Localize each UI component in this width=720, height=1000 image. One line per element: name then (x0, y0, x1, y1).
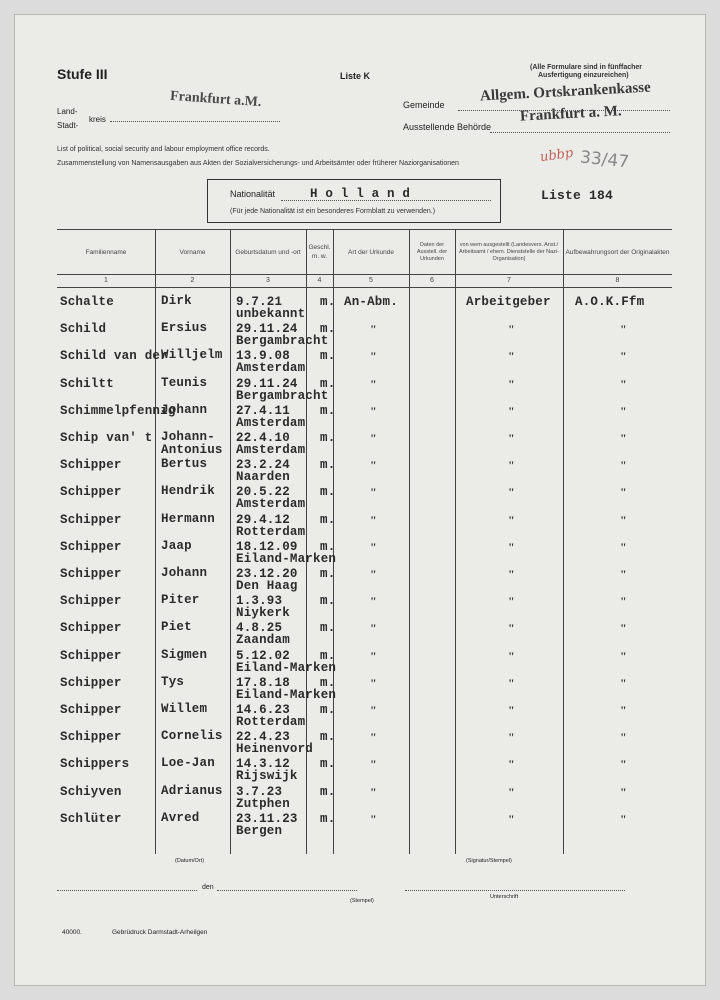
birthplace-cell: Zutphen (236, 796, 290, 811)
firstname-cell: Johann (161, 566, 208, 580)
surname-cell: Schipper (60, 485, 122, 500)
col-divider-2 (230, 229, 231, 854)
birthdate-cell: 9.7.21 (236, 295, 283, 309)
note-line-2: Ausfertigung einzureichen) (538, 72, 629, 79)
firstname-cell: Ersius (161, 321, 208, 336)
birthdate-cell: 1.3.93 (236, 594, 283, 609)
nationality-label: Nationalität (230, 189, 276, 199)
archive-cell: " (620, 648, 627, 663)
intro-english: List of political, social security and labour employment office records. (57, 146, 270, 153)
archive-cell: " (620, 784, 627, 799)
birthplace-cell: Rotterdam (236, 524, 306, 539)
birthdate-cell: 13.9.08 (236, 349, 290, 364)
surname-cell: Schipper (60, 539, 122, 554)
birthdate-cell: 22.4.10 (236, 431, 290, 445)
birthplace-cell: Bergambracht (236, 334, 329, 349)
archive-cell: A.O.K.Ffm (575, 295, 645, 309)
nationality-note: (Für jede Nationalität ist ein besonderes Formblatt zu verwenden.) (230, 208, 436, 215)
document-cell: " (370, 539, 377, 554)
sex-cell: m. (320, 485, 336, 500)
birthdate-cell: 23.2.24 (236, 458, 290, 473)
surname-cell: Schiyven (60, 784, 122, 799)
behoerde-stamp: Frankfurt a. M. (519, 103, 622, 125)
birthdate-cell: 29.11.24 (236, 322, 298, 337)
surname-cell: Schippers (60, 757, 130, 772)
col-number-4: 4 (317, 277, 322, 284)
issuer-cell: " (508, 403, 515, 418)
land-label: Land- (57, 107, 78, 116)
sex-cell: m. (320, 539, 336, 554)
col-header-aussteller: von wem ausgestellt (Landesvers. Anst./ Arbeitsamt / ehem. Dienststelle der Nazi-Organisation) (459, 241, 559, 262)
sex-cell: m. (320, 757, 336, 772)
firstname-cell: Johann (161, 402, 208, 417)
birthdate-cell: 22.4.23 (236, 730, 290, 745)
firstname-cell: Teunis (161, 375, 208, 390)
col-header-geschlecht: Geschl. m. w. (308, 244, 331, 260)
date-line (217, 890, 357, 891)
col-number-5: 5 (369, 277, 373, 284)
place-line (57, 890, 197, 891)
col-number-1: 1 (104, 277, 108, 284)
col-number-8: 8 (615, 277, 620, 284)
document-cell: " (370, 675, 377, 690)
col-header-geburtsdatum: Geburtsdatum und -ort (235, 248, 301, 256)
archive-cell: " (620, 567, 627, 581)
archive-cell: " (620, 539, 627, 554)
firstname-cell: Johann- Antonius (161, 430, 223, 457)
archive-cell: " (620, 621, 627, 636)
archive-cell: " (620, 431, 627, 445)
surname-cell: Schipper (60, 621, 122, 636)
firstname-cell: Avred (161, 810, 200, 825)
issuer-cell: " (508, 811, 515, 826)
birthplace-cell: Heinenvord (236, 742, 314, 757)
surname-cell: Schimmelpfennig (60, 403, 176, 418)
sex-cell: m. (320, 349, 336, 364)
sex-cell: m. (320, 431, 336, 445)
birthplace-cell: unbekannt (236, 307, 306, 321)
document-cell: " (370, 349, 377, 364)
document-cell: " (370, 403, 377, 418)
kreis-label: kreis (89, 115, 106, 124)
gemeinde-stamp: Allgem. Ortskrankenkasse (479, 79, 652, 105)
document-cell: " (370, 322, 377, 337)
intro-german: Zusammenstellung von Namensausgaben aus Akten der Sozialversicherungs- und Arbeitsämter oder früherer Naziorganisationen (57, 160, 459, 167)
birthplace-cell: Bergen (236, 823, 283, 838)
sex-cell: m. (320, 648, 336, 663)
sex-cell: m. (320, 376, 336, 391)
archive-cell: " (620, 730, 627, 745)
birthdate-cell: 5.12.02 (236, 648, 290, 663)
firstname-cell: Adrianus (161, 783, 223, 798)
issuer-cell: " (508, 675, 515, 690)
firstname-cell: Sigmen (161, 647, 208, 662)
document-cell: " (370, 811, 377, 826)
firstname-cell: Hermann (161, 511, 215, 526)
surname-cell: Schalte (60, 295, 114, 309)
archive-cell: " (620, 757, 627, 772)
birthplace-cell: Naarden (236, 470, 290, 485)
document-cell: " (370, 594, 377, 609)
birthplace-cell: Zaandam (236, 633, 290, 648)
issuer-cell: " (508, 730, 515, 745)
document-cell: " (370, 730, 377, 745)
surname-cell: Schipper (60, 594, 122, 609)
date-caption: (Datum/Ort) (175, 858, 205, 864)
birthdate-cell: 23.12.20 (236, 567, 298, 581)
issuer-cell: " (508, 757, 515, 772)
archive-cell: " (620, 349, 627, 364)
firstname-cell: Piter (161, 593, 200, 608)
col-header-daten: Daten der Ausstell. der Urkunden (416, 241, 448, 262)
stufe-label: Stufe III (57, 66, 108, 82)
sex-cell: m. (320, 567, 336, 581)
archive-cell: " (620, 485, 627, 500)
note-line-1: (Alle Formulare sind in fünffacher (530, 64, 643, 71)
nationality-box (207, 179, 501, 223)
birthdate-cell: 27.4.11 (236, 403, 290, 418)
col-header-vorname: Vorname (179, 248, 206, 256)
surname-cell: Schild (60, 322, 107, 337)
firstname-cell: Willjelm (161, 348, 223, 363)
sex-cell: m. (320, 675, 336, 690)
col-header-aufbewahrungsort: Aufbewahrungsort der Originalakten (565, 248, 670, 256)
sex-cell: m. (320, 512, 336, 527)
list-number: Liste 184 (541, 188, 614, 203)
kreis-field-line (110, 121, 280, 122)
sex-cell: m. (320, 811, 336, 826)
firstname-cell: Dirk (161, 294, 192, 308)
document-cell: " (370, 485, 377, 500)
archive-cell: " (620, 675, 627, 690)
document-cell: " (370, 621, 377, 636)
surname-cell: Schlüter (60, 811, 122, 826)
birthdate-cell: 14.3.12 (236, 757, 290, 772)
issuer-cell: " (508, 539, 515, 554)
kreis-stamp: Frankfurt a.M. (169, 88, 262, 111)
birthplace-cell: Rotterdam (236, 715, 306, 729)
handwritten-initials: ubbp (539, 145, 575, 166)
birthdate-cell: 29.11.24 (236, 376, 298, 391)
sex-cell: m. (320, 594, 336, 609)
birthplace-cell: Amsterdam (236, 443, 306, 457)
sex-cell: m. (320, 703, 336, 717)
firstname-cell: Cornelis (161, 729, 223, 744)
issuer-cell: " (508, 594, 515, 609)
issuer-cell: " (508, 648, 515, 663)
col-divider-7 (563, 229, 564, 854)
document-cell: " (370, 757, 377, 772)
surname-cell: Schipper (60, 512, 122, 527)
sex-cell: m. (320, 784, 336, 799)
firstname-cell: Willem (161, 702, 208, 716)
document-cell: " (370, 567, 377, 581)
issuer-cell: " (508, 784, 515, 799)
printer-imprint: Gebrüdruck Darmstadt-Arheilgen (112, 929, 208, 936)
firstname-cell: Piet (161, 620, 192, 635)
firstname-cell: Bertus (161, 457, 208, 472)
den-label: den (202, 884, 214, 891)
surname-cell: Schip van' t (60, 431, 153, 445)
sex-cell: m. (320, 295, 336, 309)
birthplace-cell: Amsterdam (236, 361, 306, 376)
birthdate-cell: 18.12.09 (236, 539, 298, 554)
issuer-cell: " (508, 703, 515, 717)
stadt-label: Stadt- (57, 121, 79, 130)
birthplace-cell: Eiland-Marken (236, 551, 337, 566)
firstname-cell: Jaap (161, 538, 192, 553)
birthdate-cell: 14.6.23 (236, 703, 290, 717)
firstname-cell: Hendrik (161, 484, 215, 499)
col-header-familienname: Familienname (85, 248, 127, 256)
birthplace-cell: Amsterdam (236, 415, 306, 430)
issuer-cell: " (508, 349, 515, 364)
sex-cell: m. (320, 458, 336, 473)
sex-cell: m. (320, 730, 336, 745)
birthplace-cell: Den Haag (236, 579, 298, 593)
birthdate-cell: 23.11.23 (236, 811, 298, 826)
issuer-cell: " (508, 485, 515, 500)
sex-cell: m. (320, 621, 336, 636)
birthdate-cell: 4.8.25 (236, 621, 283, 636)
firstname-cell: Tys (161, 674, 185, 689)
issuer-cell: " (508, 376, 515, 391)
gemeinde-label: Gemeinde (403, 100, 445, 110)
document-cell: " (370, 648, 377, 663)
archive-cell: " (620, 458, 627, 473)
issuer-cell: " (508, 621, 515, 636)
col-number-2: 2 (190, 277, 195, 284)
archive-cell: " (620, 811, 627, 826)
behoerde-field-line (490, 132, 670, 133)
col-number-7: 7 (507, 277, 511, 284)
issuer-cell: " (508, 322, 515, 337)
birthdate-cell: 17.8.18 (236, 675, 290, 690)
issuer-cell: " (508, 567, 515, 581)
col-divider-3 (306, 229, 307, 854)
issuer-cell: " (508, 512, 515, 527)
col-divider-5 (409, 229, 410, 854)
unterschrift-caption: Unterschrift (490, 894, 519, 900)
archive-cell: " (620, 322, 627, 337)
archive-cell: " (620, 403, 627, 418)
col-header-art-der-urkunde: Art der Urkunde (348, 248, 394, 256)
document-cell: " (370, 376, 377, 391)
surname-cell: Schipper (60, 648, 122, 663)
col-divider-1 (155, 229, 156, 854)
stamp-caption: (Stempel) (350, 898, 374, 904)
form-number: 40000. (62, 929, 82, 936)
col-divider-6 (455, 229, 456, 854)
behoerde-label: Ausstellende Behörde (403, 122, 492, 132)
document-cell: " (370, 512, 377, 527)
birthplace-cell: Eiland-Marken (236, 660, 337, 675)
firstname-cell: Loe-Jan (161, 756, 215, 771)
issuer-cell: " (508, 458, 515, 473)
liste-label: Liste K (340, 71, 371, 81)
surname-cell: Schipper (60, 703, 122, 717)
nationality-value: H o l l a n d (310, 187, 411, 201)
birthplace-cell: Rijswijk (236, 769, 298, 784)
archive-cell: " (620, 376, 627, 391)
issuer-cell: " (508, 431, 515, 445)
surname-cell: Schiltt (60, 376, 114, 391)
surname-cell: Schipper (60, 730, 122, 745)
surname-cell: Schild van der (60, 349, 168, 364)
table-number-rule (57, 287, 672, 288)
archive-cell: " (620, 512, 627, 527)
document-cell: " (370, 458, 377, 473)
signature-caption: (Signatur/Stempel) (466, 858, 512, 864)
birthplace-cell: Eiland-Marken (236, 687, 337, 702)
handwritten-reference: 33/47 (579, 147, 630, 173)
document-cell: An-Abm. (344, 295, 398, 309)
birthdate-cell: 29.4.12 (236, 512, 290, 527)
document-cell: " (370, 784, 377, 799)
signature-line (405, 890, 625, 891)
archive-cell: " (620, 594, 627, 609)
table-header-rule (57, 274, 672, 275)
archive-cell: " (620, 703, 627, 717)
sex-cell: m. (320, 322, 336, 337)
document-cell: " (370, 703, 377, 717)
birthdate-cell: 20.5.22 (236, 485, 290, 500)
surname-cell: Schipper (60, 675, 122, 690)
surname-cell: Schipper (60, 458, 122, 473)
surname-cell: Schipper (60, 567, 122, 581)
issuer-cell: Arbeitgeber (466, 295, 551, 309)
birthplace-cell: Niykerk (236, 606, 290, 621)
birthplace-cell: Bergambracht (236, 388, 329, 403)
col-number-3: 3 (266, 277, 270, 284)
birthplace-cell: Amsterdam (236, 497, 306, 512)
sex-cell: m. (320, 403, 336, 418)
birthdate-cell: 3.7.23 (236, 784, 283, 799)
col-number-6: 6 (430, 277, 434, 284)
document-cell: " (370, 431, 377, 445)
